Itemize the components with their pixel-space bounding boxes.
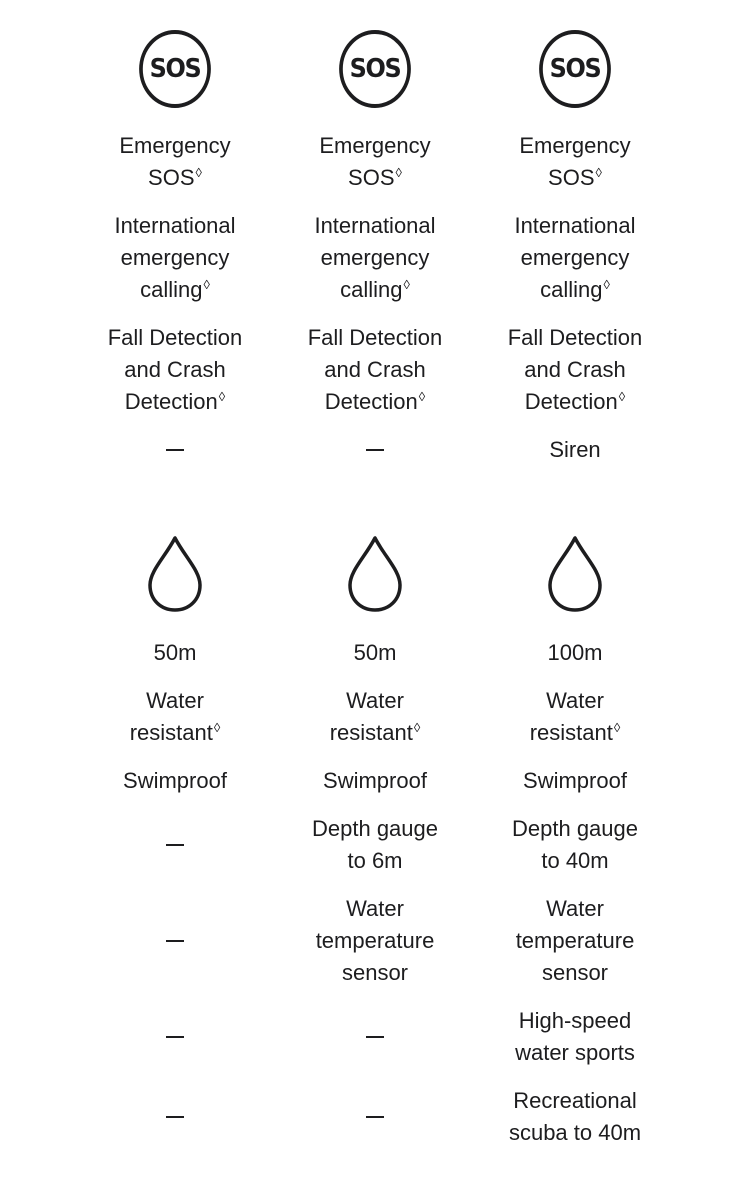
emergency-sos-feature: Emergency SOS◊ [519, 133, 631, 190]
high-speed-unavailable [280, 1005, 470, 1069]
water-resistant-feature: Water resistant◊ [329, 688, 421, 745]
depth-gauge-feature: Depth gauge to 6m [312, 816, 438, 873]
scuba-unavailable [80, 1085, 270, 1149]
not-available-dash [366, 449, 384, 451]
temperature-sensor-unavailable [80, 893, 270, 989]
fall-detection-feature: Fall Detection and Crash Detection◊ [107, 325, 243, 414]
swimproof-feature: Swimproof [523, 768, 627, 793]
siren-feature-unavailable [280, 434, 470, 466]
high-speed-feature: High-speed water sports [515, 1008, 635, 1065]
not-available-dash [166, 449, 184, 451]
depth-gauge-unavailable [80, 813, 270, 877]
depth-rating: 50m [153, 640, 197, 665]
water-drop-icon [147, 535, 203, 613]
depth-gauge-feature: Depth gauge to 40m [512, 816, 638, 873]
not-available-dash [366, 1036, 384, 1038]
siren-feature-unavailable [80, 434, 270, 466]
water-drop-icon [547, 535, 603, 613]
emergency-sos-feature: Emergency SOS◊ [119, 133, 231, 190]
water-comparison [75, 535, 675, 1149]
safety-comparison [75, 30, 675, 466]
sos-icon: SOS [339, 30, 411, 108]
water-column-3 [475, 535, 675, 1149]
water-drop-icon [347, 535, 403, 613]
fall-detection-feature: Fall Detection and Crash Detection◊ [507, 325, 643, 414]
safety-column-1 [75, 30, 275, 466]
not-available-dash [166, 940, 184, 942]
not-available-dash [166, 844, 184, 846]
water-resistant-feature: Water resistant◊ [529, 688, 621, 745]
not-available-dash [166, 1116, 184, 1118]
sos-icon: SOS [539, 30, 611, 108]
depth-rating: 50m [353, 640, 397, 665]
siren-feature: Siren [549, 437, 601, 462]
swimproof-feature: Swimproof [323, 768, 427, 793]
international-calling-feature: International emergency calling◊ [514, 213, 636, 302]
international-calling-feature: International emergency calling◊ [314, 213, 436, 302]
scuba-feature: Recreational scuba to 40m [508, 1088, 642, 1145]
safety-column-3 [475, 30, 675, 466]
temperature-sensor-feature: Water temperature sensor [515, 896, 635, 985]
not-available-dash [366, 1116, 384, 1118]
temperature-sensor-feature: Water temperature sensor [315, 896, 435, 985]
not-available-dash [166, 1036, 184, 1038]
water-column-2 [275, 535, 475, 1149]
safety-column-2 [275, 30, 475, 466]
water-resistant-feature: Water resistant◊ [129, 688, 221, 745]
emergency-sos-feature: Emergency SOS◊ [319, 133, 431, 190]
sos-icon: SOS [139, 30, 211, 108]
international-calling-feature: International emergency calling◊ [114, 213, 236, 302]
water-column-1 [75, 535, 275, 1149]
swimproof-feature: Swimproof [123, 768, 227, 793]
depth-rating: 100m [547, 640, 603, 665]
scuba-unavailable [280, 1085, 470, 1149]
high-speed-unavailable [80, 1005, 270, 1069]
fall-detection-feature: Fall Detection and Crash Detection◊ [307, 325, 443, 414]
